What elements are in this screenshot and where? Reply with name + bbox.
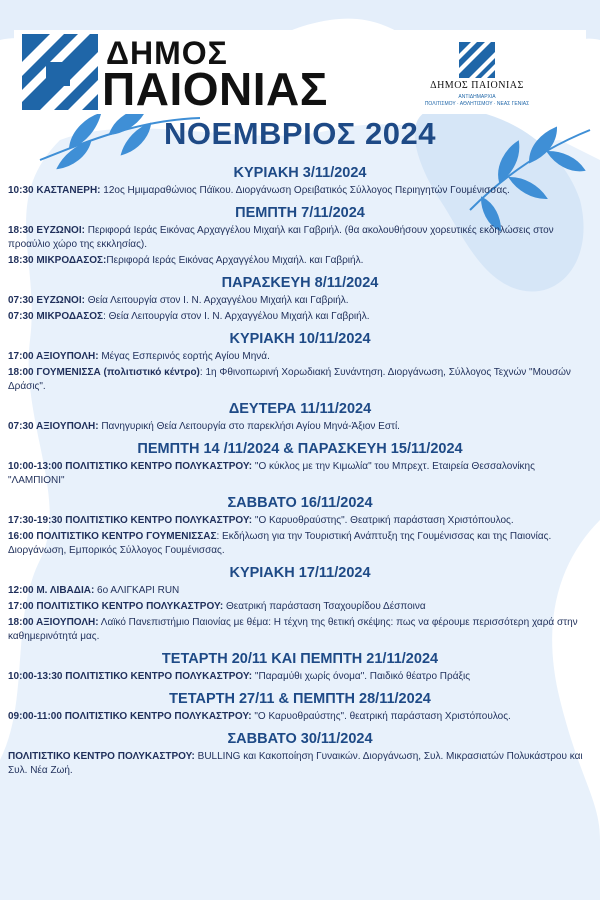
event-text: 12ος Ημιμαραθώνιος Πάϊκου. Διοργάνωση Ορειβατικός Σύλλογος Περιηγητών Γουμένισσας. (100, 185, 510, 196)
day-heading: ΠΕΜΠΤΗ 14 /11/2024 & ΠΑΡΑΣΚΕΥΗ 15/11/2024 (137, 441, 463, 457)
event-entry (8, 310, 592, 324)
day-heading: ΚΥΡΙΑΚΗ 3/11/2024 (233, 165, 367, 181)
event-text: Περιφορά Ιεράς Εικόνας Αρχαγγέλου Μιχαήλ. και Γαβριήλ. (106, 255, 364, 266)
event-text: "Παραμύθι χωρίς όνομα". Παιδικό θέατρο Πράξις (252, 671, 471, 682)
event-text: Περιφορά Ιεράς Εικόνας Αρχαγγέλου Μιχαήλ και Γαβριήλ. (θα ακολουθήσουν χορευτικές εκδηλώσεις στον προαύλιο χώρο της εκκλησίας). (8, 225, 554, 250)
day-heading: ΣΑΒΒΑΤΟ 16/11/2024 (227, 495, 373, 511)
event-label: 16:00 ΠΟΛΙΤΙΣΤΙΚΟ ΚΕΝΤΡΟ ΓΟΥΜΕΝΙΣΣΑΣ (8, 531, 217, 542)
event-text: : 1η Φθινοπωρινή Χορωδιακή Συνάντηση. Διοργάνωση, Σύλλογος Τεχνών "Μουσών Δράσις". (8, 367, 571, 392)
event-label: 12:00 Μ. ΛΙΒΑΔΙΑ: (8, 585, 95, 596)
day-heading: ΣΑΒΒΑΤΟ 30/11/2024 (227, 731, 373, 747)
day-heading: ΤΕΤΑΡΤΗ 27/11 & ΠΕΜΠΤΗ 28/11/2024 (169, 691, 431, 707)
event-label: 07:30 ΑΞΙΟΥΠΟΛΗ: (8, 421, 99, 432)
day-heading: ΤΕΤΑΡΤΗ 20/11 ΚΑΙ ΠΕΜΠΤΗ 21/11/2024 (161, 651, 439, 667)
event-text: Θεία Λειτουργία στον Ι. Ν. Αρχαγγέλου Μιχαήλ και Γαβριήλ. (84, 295, 349, 306)
event-entry (8, 460, 592, 488)
event-entry (8, 366, 592, 394)
event-entry (8, 254, 592, 268)
event-label: 18:00 ΓΟΥΜΕΝΙΣΣΑ (πολιτιστικό κέντρο) (8, 367, 200, 378)
event-label: 18:30 ΜΙΚΡΟΔΑΣΟΣ: (8, 255, 107, 266)
day-heading: ΠΕΜΠΤΗ 7/11/2024 (235, 205, 365, 221)
day-heading: ΠΑΡΑΣΚΕΥΗ 8/11/2024 (221, 275, 379, 291)
event-entry (8, 750, 592, 778)
event-label: 07:30 ΕΥΖΩΝΟΙ: (8, 295, 85, 306)
event-text: "Ο κύκλος με την Κιμωλία" του Μπρεχτ. Εταιρεία Θεσσαλονίκης "ΛΑΜΠΙΟΝΙ" (8, 461, 535, 486)
event-entry (8, 670, 592, 684)
event-label: 09:00-11:00 ΠΟΛΙΤΙΣΤΙΚΟ ΚΕΝΤΡΟ ΠΟΛΥΚΑΣΤΡΟΥ: (8, 711, 252, 722)
event-label: 10:30 ΚΑΣΤΑΝΕΡΗ: (8, 185, 101, 196)
event-entry (8, 224, 592, 252)
logo-right (368, 30, 586, 114)
day-heading: ΚΥΡΙΑΚΗ 17/11/2024 (229, 565, 371, 581)
event-entry (8, 294, 592, 308)
event-label: 18:00 ΑΞΙΟΥΠΟΛΗ: (8, 617, 99, 628)
municipality-emblem-small-icon (459, 42, 495, 78)
event-text: 6ο ΑΛΙΓΚΑΡΙ RUN (94, 585, 180, 596)
event-text: Θεατρική παράσταση Τσαχουρίδου Δέσποινα (223, 601, 426, 612)
event-text: : Θεία Λειτουργία στον Ι. Ν. Αρχαγγέλου Μιχαήλ και Γαβριήλ. (103, 311, 370, 322)
event-entry (8, 530, 592, 558)
logo-left (14, 30, 346, 114)
event-text: "Ο Καρυοθραύστης". θεατρική παράσταση Χριστόπουλος. (251, 711, 511, 722)
event-entry (8, 616, 592, 644)
event-label: 17:00 ΠΟΛΙΤΙΣΤΙΚΟ ΚΕΝΤΡΟ ΠΟΛΥΚΑΣΤΡΟΥ: (8, 601, 224, 612)
day-heading: ΔΕΥΤΕΡΑ 11/11/2024 (228, 401, 372, 417)
event-entry (8, 350, 592, 364)
event-text: "Ο Καρυοθραύστης". Θεατρική παράσταση Χριστόπουλος. (252, 515, 514, 526)
event-label: 17:00 ΑΞΙΟΥΠΟΛΗ: (8, 351, 99, 362)
event-entry (8, 420, 592, 434)
event-label: 17:30-19:30 ΠΟΛΙΤΙΣΤΙΚΟ ΚΕΝΤΡΟ ΠΟΛΥΚΑΣΤΡΟΥ: (8, 515, 253, 526)
event-entry (8, 514, 592, 528)
logo-left-line1: ΔΗΜΟΣ (106, 35, 228, 71)
event-entry (8, 584, 592, 598)
event-label: 10:00-13:00 ΠΟΛΙΤΙΣΤΙΚΟ ΚΕΝΤΡΟ ΠΟΛΥΚΑΣΤΡΟΥ: (8, 461, 253, 472)
event-label: ΠΟΛΙΤΙΣΤΙΚΟ ΚΕΝΤΡΟ ΠΟΛΥΚΑΣΤΡΟΥ: (8, 751, 195, 762)
logo-right-subtitle1: ΑΝΤΙΔΗΜΑΡΧΙΑ (458, 94, 496, 100)
event-text: BULLING και Κακοποίηση Γυναικών. Διοργάνωση, Συλ. Μικρασιατών Πολυκάστρου και Συλ. Νέα Ζωή. (8, 751, 583, 776)
event-entry (8, 710, 592, 724)
event-label: 07:30 ΜΙΚΡΟΔΑΣΟΣ (8, 311, 104, 322)
event-text: : Εκδήλωση για την Τουριστική Ανάπτυξη της Γουμένισσας και της Παιονίας. Διοργάνωση, Εμπορικός Σύλλογος Γουμένισσας. (8, 531, 552, 556)
events-list (8, 158, 592, 778)
logo-right-title: ΔΗΜΟΣ ΠΑΙΟΝΙΑΣ (430, 80, 524, 91)
logo-left-line2: ΠΑΙΟΝΙΑΣ (102, 63, 328, 115)
municipality-emblem-icon (20, 32, 100, 112)
event-label: 18:30 ΕΥΖΩΝΟΙ: (8, 225, 85, 236)
month-title: ΝΟΕΜΒΡΙΟΣ 2024 (164, 116, 436, 151)
event-text: Μέγας Εσπερινός εορτής Αγίου Μηνά. (98, 351, 270, 362)
day-heading: ΚΥΡΙΑΚΗ 10/11/2024 (229, 331, 371, 347)
event-label: 10:00-13:30 ΠΟΛΙΤΙΣΤΙΚΟ ΚΕΝΤΡΟ ΠΟΛΥΚΑΣΤΡΟΥ: (8, 671, 253, 682)
logo-right-subtitle2: ΠΟΛΙΤΙΣΜΟΥ · ΑΘΛΗΤΙΣΜΟΥ · ΝΕΑΣ ΓΕΝΙΑΣ (424, 101, 530, 107)
event-entry (8, 600, 592, 614)
event-text: Πανηγυρική Θεία Λειτουργία στο παρεκλήσι Αγίου Μηνά-Άξιον Εστί. (98, 421, 400, 432)
event-entry (8, 184, 592, 198)
event-text: Λαϊκό Πανεπιστήμιο Παιονίας με θέμα: Η τέχνη της θετική σκέψης: πως να φέρουμε περισσότερη χαρά στην καθημερινότητά μας. (8, 617, 578, 642)
